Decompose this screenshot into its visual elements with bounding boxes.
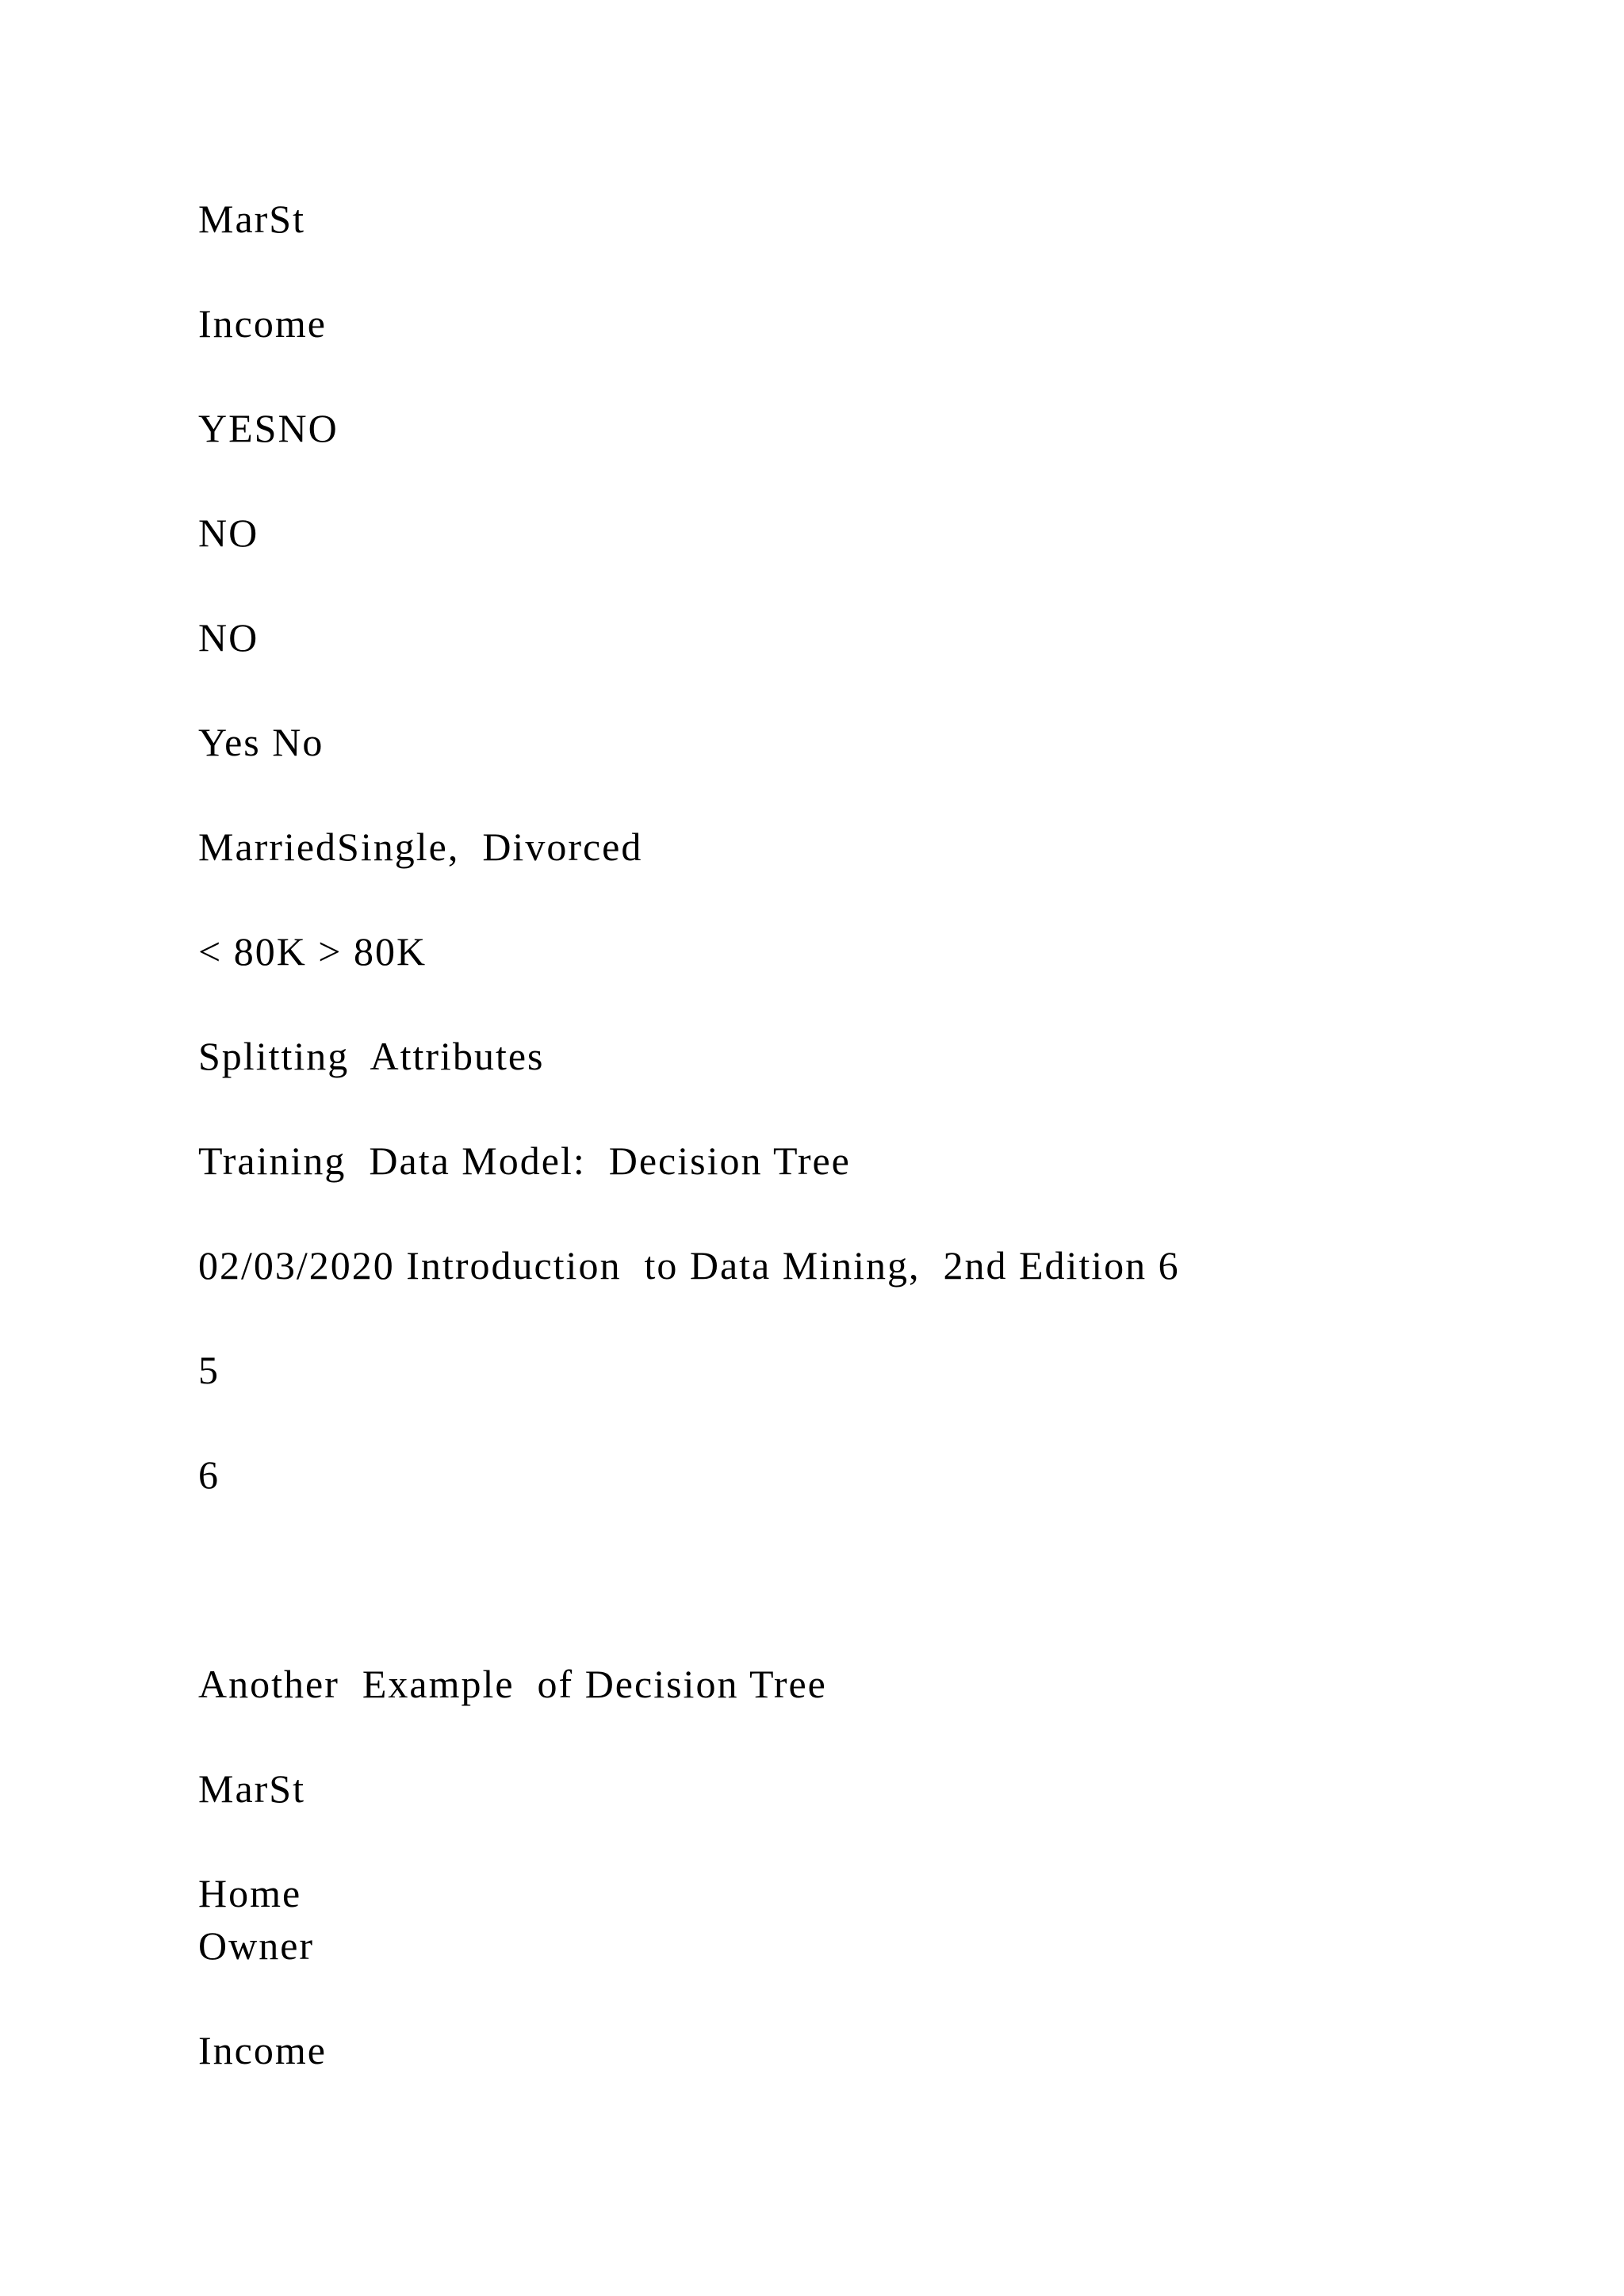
text-line-footer: 02/03/2020 Introduction to Data Mining, 2nd Edition 6	[198, 1243, 1180, 1288]
text-line-home: Home	[198, 1871, 302, 1915]
text-line-marst-2: MarSt	[198, 1766, 305, 1811]
text-line-income-thresholds: < 80K > 80K	[198, 929, 427, 974]
text-line-training-model: Training Data Model: Decision Tree	[198, 1138, 851, 1183]
text-line-owner: Owner	[198, 1923, 315, 1968]
text-line-income-2: Income	[198, 2028, 327, 2072]
text-line-no-2: NO	[198, 615, 259, 660]
text-line-yes-no: Yes No	[198, 720, 324, 764]
text-line-number-6: 6	[198, 1452, 220, 1497]
section-heading: Another Example of Decision Tree	[198, 1662, 827, 1706]
text-line-yesno: YESNO	[198, 406, 339, 450]
text-line-no-1: NO	[198, 511, 259, 555]
text-line-income: Income	[198, 301, 327, 346]
text-line-splitting-attributes: Splitting Attributes	[198, 1034, 545, 1078]
text-line-number-5: 5	[198, 1348, 220, 1392]
text-line-marst: MarSt	[198, 197, 305, 241]
text-line-marital-values: MarriedSingle, Divorced	[198, 825, 643, 869]
